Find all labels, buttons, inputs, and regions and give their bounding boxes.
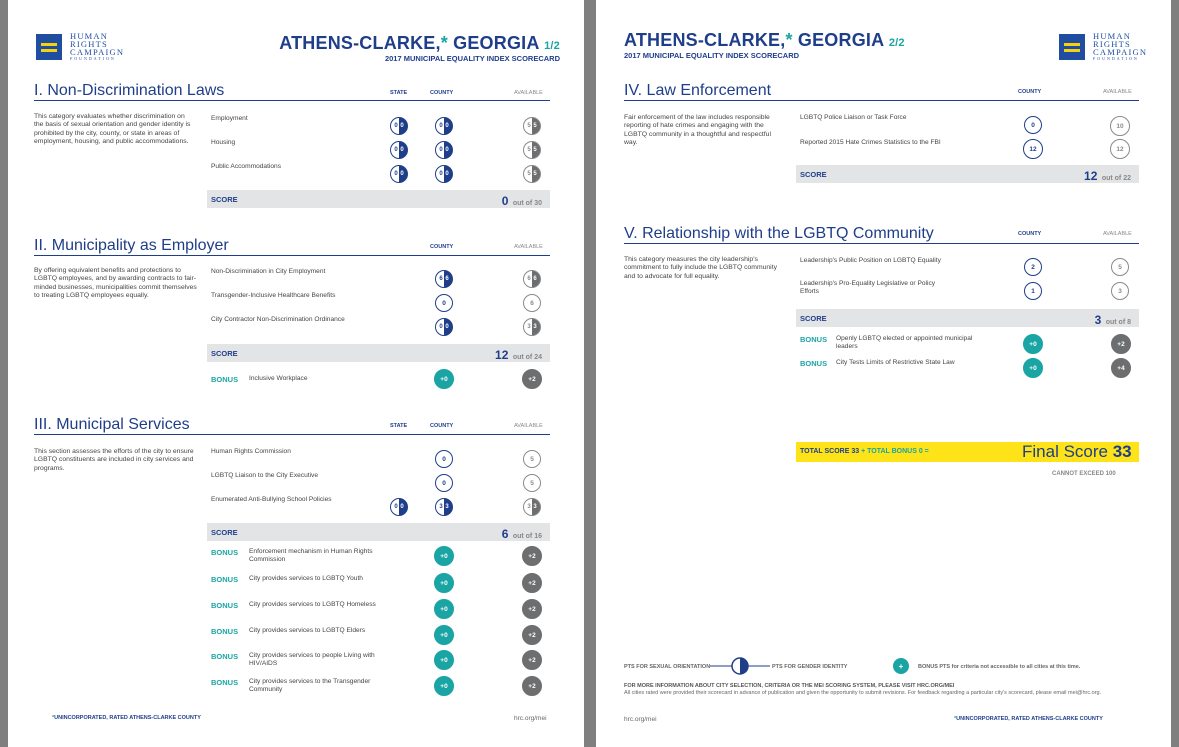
- county-score: 0: [435, 294, 453, 312]
- available-bonus-score: +2: [522, 650, 542, 670]
- county-score: 0: [435, 474, 453, 492]
- page-title: ATHENS-CLARKE,* GEORGIA 2/2: [624, 30, 905, 50]
- final-score: Final Score 33: [1022, 442, 1132, 461]
- available-split-score: 5 5: [523, 165, 541, 183]
- county-bonus-score: +0: [1023, 334, 1043, 354]
- score-bar: SCORE 3 out of 8: [796, 309, 1139, 327]
- bonus-tag: BONUS: [211, 627, 239, 636]
- col-header-county: COUNTY: [1018, 231, 1042, 237]
- available-score: 5: [523, 450, 541, 468]
- section-description: Fair enforcement of the law includes responsible reporting of hate crimes and engaging with the LGBTQ community in a thoughtful and respectful way.: [624, 114, 771, 147]
- page-subtitle: 2017 MUNICIPAL EQUALITY INDEX SCORECARD: [384, 54, 560, 63]
- cannot-exceed-note: CANNOT EXCEED 100: [1052, 471, 1116, 477]
- criterion-label: LGBTQ Police Liaison or Task Force: [800, 114, 907, 121]
- available-split-score: 3 3: [523, 498, 541, 516]
- available-score: 3: [1111, 282, 1129, 300]
- section-title: V. Relationship with the LGBTQ Community: [624, 225, 934, 242]
- county-score: 0: [1024, 116, 1042, 134]
- available-score: 6: [523, 294, 541, 312]
- section-rule: [34, 255, 550, 256]
- footnote: *UNINCORPORATED, RATED ATHENS-CLARKE COUNTY: [52, 715, 201, 721]
- col-header-available: AVAILABLE: [1103, 89, 1132, 95]
- col-header-state: STATE: [390, 423, 408, 429]
- section-description: This category evaluates whether discrimination on the basis of sexual orientation and gender identity is prohibited by the city, county, or state in areas of employment, housing, and public accommodations.: [34, 113, 191, 146]
- available-score: 5: [1111, 258, 1129, 276]
- county-score: 12: [1023, 139, 1043, 159]
- section-rule: [34, 434, 550, 435]
- score-bar: SCORE 0 out of 30: [207, 190, 550, 208]
- criterion-label: Leadership's Public Position on LGBTQ Equality: [800, 257, 941, 264]
- scorecard-page-2: [596, 0, 1171, 747]
- col-header-available: AVAILABLE: [514, 423, 543, 429]
- bonus-tag: BONUS: [211, 601, 239, 610]
- available-bonus-score: +2: [522, 676, 542, 696]
- logo-line: CAMPAIGN: [70, 47, 125, 57]
- col-header-county: COUNTY: [430, 244, 454, 250]
- bonus-label: City Tests Limits of Restrictive State Law: [836, 359, 955, 366]
- legend-split-circle-icon: [710, 657, 770, 675]
- bonus-tag: BONUS: [211, 548, 239, 557]
- score-value: 0: [501, 194, 509, 208]
- available-bonus-score: +2: [522, 625, 542, 645]
- total-score-bar: TOTAL SCORE 33 + TOTAL BONUS 0 =: [796, 442, 961, 462]
- bonus-label: Openly LGBTQ elected or appointed municipal leaders: [836, 335, 973, 350]
- hrc-equal-sign-icon: [1059, 34, 1085, 60]
- col-header-county: COUNTY: [1018, 89, 1042, 95]
- county-split-score: 0 0: [435, 117, 453, 135]
- state-split-score: 0 0: [390, 165, 408, 183]
- bonus-tag: BONUS: [211, 678, 239, 687]
- available-bonus-score: +2: [522, 573, 542, 593]
- logo-line: CAMPAIGN: [1093, 47, 1148, 57]
- county-split-score: 0 0: [435, 318, 453, 336]
- page-title: ATHENS-CLARKE,* GEORGIA 1/2: [279, 33, 560, 53]
- criterion-label: Leadership's Pro-Equality Legislative or Policy Efforts: [800, 280, 936, 295]
- section-title: I. Non-Discrimination Laws: [34, 82, 225, 99]
- available-score: 10: [1110, 116, 1130, 136]
- bonus-tag: BONUS: [211, 575, 239, 584]
- footer-url: hrc.org/mei: [624, 716, 657, 723]
- logo-line: RIGHTS: [70, 39, 108, 49]
- bonus-label: City provides services to the Transgender Community: [249, 678, 371, 693]
- score-bar: SCORE 12 out of 22: [796, 165, 1139, 183]
- score-bar: SCORE 6 out of 16: [207, 523, 550, 541]
- section-description: By offering equivalent benefits and protections to LGBTQ employees, and by awarding contracts to fair-minded businesses, municipalities commit themselves to treating LGBTQ employees equally.: [34, 267, 197, 300]
- bonus-tag: BONUS: [800, 335, 828, 344]
- logo-line: RIGHTS: [1093, 39, 1131, 49]
- available-bonus-score: +2: [522, 369, 542, 389]
- criterion-label: Transgender-Inclusive Healthcare Benefits: [211, 292, 336, 299]
- section-description: This category measures the city leadership's commitment to fully include the LGBTQ community and to advocate for full equality.: [624, 256, 777, 280]
- available-split-score: 5 5: [523, 117, 541, 135]
- section-title: IV. Law Enforcement: [624, 82, 772, 99]
- state-split-score: 0 0: [390, 141, 408, 159]
- criterion-label: Human Rights Commission: [211, 448, 291, 455]
- bonus-label: Enforcement mechanism in Human Rights Commission: [249, 548, 373, 563]
- county-score: 0: [435, 450, 453, 468]
- criterion-label: Reported 2015 Hate Crimes Statistics to the FBI: [800, 139, 941, 146]
- score-value: 6: [501, 527, 509, 541]
- criterion-label: City Contractor Non-Discrimination Ordinance: [211, 316, 345, 323]
- footer-url: hrc.org/mei: [514, 715, 547, 722]
- score-value: 3: [1094, 313, 1102, 327]
- legend-sexual-orientation: PTS FOR SEXUAL ORIENTATION: [624, 664, 711, 670]
- bonus-tag: BONUS: [800, 359, 828, 368]
- criterion-label: Housing: [211, 139, 236, 146]
- available-score: 12: [1110, 139, 1130, 159]
- available-bonus-score: +4: [1111, 358, 1131, 378]
- hrc-equal-sign-icon: [36, 34, 62, 60]
- county-score: 1: [1024, 282, 1042, 300]
- bonus-label: Inclusive Workplace: [249, 375, 308, 382]
- criterion-label: Non-Discrimination in City Employment: [211, 268, 326, 275]
- bonus-tag: BONUS: [211, 375, 239, 384]
- col-header-available: AVAILABLE: [514, 90, 543, 96]
- county-split-score: 3 3: [435, 498, 453, 516]
- logo-line: FOUNDATION: [70, 56, 116, 61]
- state-split-score: 0 0: [390, 498, 408, 516]
- hrc-logo: [1059, 32, 1147, 61]
- county-split-score: 0 0: [435, 141, 453, 159]
- bonus-label: City provides services to LGBTQ Youth: [249, 575, 363, 582]
- county-split-score: 0 0: [435, 165, 453, 183]
- bonus-label: City provides services to LGBTQ Homeless: [249, 601, 376, 608]
- county-bonus-score: +0: [434, 599, 454, 619]
- bonus-label: City provides services to people Living with HIV/AIDS: [249, 652, 375, 667]
- county-score: 2: [1024, 258, 1042, 276]
- section-rule: [624, 243, 1139, 244]
- col-header-state: STATE: [390, 90, 408, 96]
- section-title: III. Municipal Services: [34, 416, 190, 433]
- county-bonus-score: +0: [434, 625, 454, 645]
- county-bonus-score: +0: [434, 546, 454, 566]
- state-split-score: 0 0: [390, 117, 408, 135]
- criterion-label: Enumerated Anti-Bullying School Policies: [211, 496, 332, 503]
- criterion-label: Employment: [211, 115, 248, 122]
- county-bonus-score: +0: [1023, 358, 1043, 378]
- col-header-available: AVAILABLE: [514, 244, 543, 250]
- county-bonus-score: +0: [434, 369, 454, 389]
- criterion-label: LGBTQ Liaison to the City Executive: [211, 472, 319, 479]
- available-bonus-score: +2: [1111, 334, 1131, 354]
- legend-bonus-icon: +: [893, 658, 909, 674]
- available-split-score: 6 6: [523, 270, 541, 288]
- criterion-label: Public Accommodations: [211, 163, 282, 170]
- col-header-available: AVAILABLE: [1103, 231, 1132, 237]
- available-bonus-score: +2: [522, 546, 542, 566]
- county-bonus-score: +0: [434, 573, 454, 593]
- available-split-score: 5 5: [523, 141, 541, 159]
- scorecard-page-1: [8, 0, 584, 747]
- available-bonus-score: +2: [522, 599, 542, 619]
- col-header-county: COUNTY: [430, 90, 454, 96]
- available-split-score: 3 3: [523, 318, 541, 336]
- section-description: This section assesses the efforts of the city to ensure LGBTQ constituents are included in city services and programs.: [34, 448, 194, 472]
- logo-line: FOUNDATION: [1093, 56, 1139, 61]
- section-rule: [624, 100, 1139, 101]
- footnote: *UNINCORPORATED, RATED ATHENS-CLARKE COUNTY: [954, 716, 1103, 722]
- hrc-logo: [36, 32, 124, 61]
- legend-bonus-text: BONUS PTS for criteria not accessible to all cities at this time.: [918, 664, 1081, 670]
- county-bonus-score: +0: [434, 650, 454, 670]
- col-header-county: COUNTY: [430, 423, 454, 429]
- county-bonus-score: +0: [434, 676, 454, 696]
- section-rule: [34, 100, 550, 101]
- score-value: 12: [1084, 169, 1098, 183]
- score-bar: SCORE 12 out of 24: [207, 344, 550, 362]
- available-score: 5: [523, 474, 541, 492]
- logo-line: HUMAN: [70, 31, 109, 41]
- bonus-tag: BONUS: [211, 652, 239, 661]
- score-value: 12: [495, 348, 509, 362]
- logo-line: HUMAN: [1093, 31, 1132, 41]
- more-info-text: FOR MORE INFORMATION ABOUT CITY SELECTION, CRITERIA OR THE MEI SCORING SYSTEM, PLEASE VISIT HRC.ORG/MEI All cities rated were provided their scorecard in advance of publication and given the opportunity to submit revisions. For feedback regarding a particular city's scorecard, please email mei@hrc.org.: [624, 683, 1102, 696]
- page-subtitle: 2017 MUNICIPAL EQUALITY INDEX SCORECARD: [624, 51, 800, 60]
- county-split-score: 6 6: [435, 270, 453, 288]
- legend-gender-identity: PTS FOR GENDER IDENTITY: [772, 664, 848, 670]
- section-title: II. Municipality as Employer: [34, 237, 229, 254]
- bonus-label: City provides services to LGBTQ Elders: [249, 627, 366, 634]
